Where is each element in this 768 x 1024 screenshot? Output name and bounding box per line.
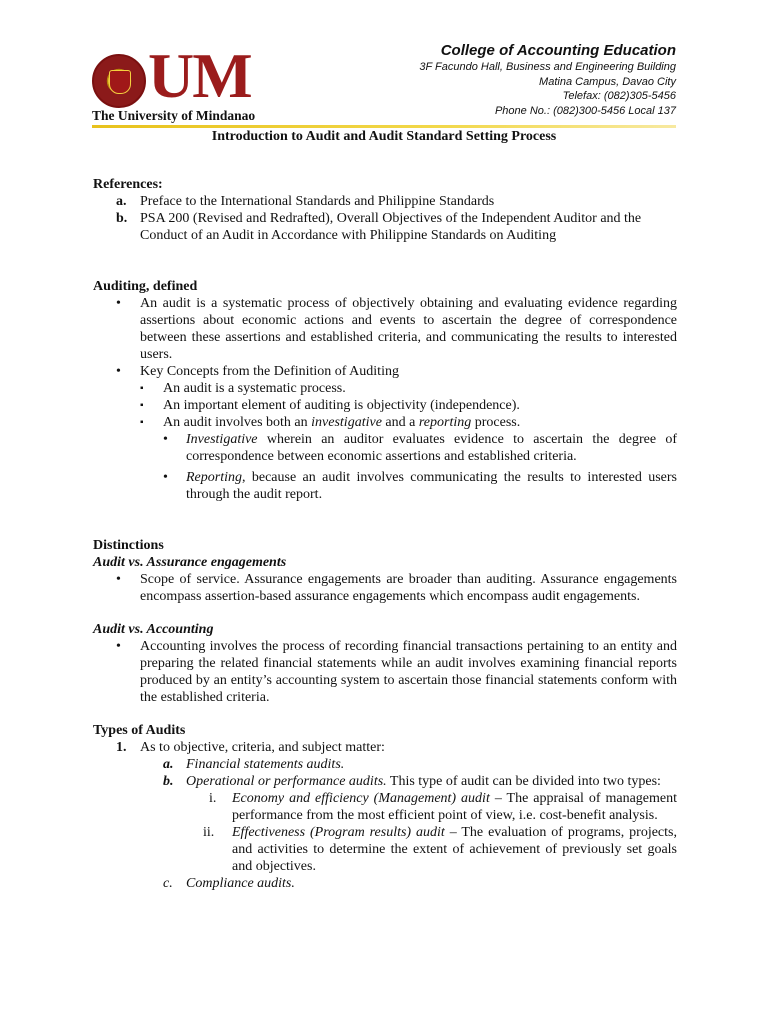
list-item-text: Compliance audits. bbox=[186, 876, 295, 891]
list-item-text: Operational or performance audits. bbox=[186, 774, 387, 789]
list-item-text: This type of audit can be divided into two types: bbox=[386, 774, 661, 789]
bullet-icon: • bbox=[116, 364, 121, 379]
list-item-text: – The appraisal of management performance from the most efficient point of view, i.e. cost-benefit analysis. bbox=[232, 791, 677, 823]
references-heading: References: bbox=[93, 177, 163, 192]
sub-list-item bbox=[93, 875, 677, 892]
list-marker: b. bbox=[163, 774, 174, 789]
sub-list-item bbox=[93, 414, 677, 431]
list-item bbox=[93, 295, 677, 363]
list-marker: b. bbox=[116, 211, 128, 226]
bullet-icon: • bbox=[116, 296, 121, 311]
list-marker: ii. bbox=[203, 825, 215, 840]
list-item bbox=[93, 571, 677, 605]
list-item-text: An audit is a systematic process. bbox=[163, 381, 346, 396]
address-line: Matina Campus, Davao City bbox=[539, 75, 676, 88]
list-item-text: Economy and efficiency (Management) audit bbox=[232, 791, 490, 806]
list-item-text: wherein an auditor evaluates evidence to ascertain the degree of correspondence between economic assertions and established criteria. bbox=[186, 432, 677, 464]
header-divider bbox=[92, 125, 676, 128]
list-item-text: and a bbox=[381, 415, 419, 430]
list-item-text: An important element of auditing is objectivity (independence). bbox=[163, 398, 520, 413]
list-item-text: Key Concepts from the Definition of Auditing bbox=[140, 364, 399, 379]
list-item-text: process. bbox=[471, 415, 521, 430]
sub-list-item bbox=[93, 397, 677, 414]
sub-sub-list-item bbox=[93, 790, 677, 824]
list-item-text: – The evaluation of programs, projects, and activities to determine the extent of achievement of previously set goals and objectives. bbox=[232, 825, 677, 874]
term-reporting: Reporting bbox=[186, 470, 242, 485]
list-marker: c. bbox=[163, 876, 173, 891]
logo-text: UM bbox=[148, 40, 251, 111]
college-name: College of Accounting Education bbox=[440, 42, 676, 59]
list-marker: a. bbox=[116, 194, 127, 209]
list-item bbox=[93, 638, 677, 706]
list-item-text: Scope of service. Assurance engagements are broader than auditing. Assurance engagements encompass assertion-based assurance engagements which encompass audit engagements. bbox=[140, 572, 677, 604]
sub-sub-list-item bbox=[93, 469, 677, 503]
document-title: Introduction to Audit and Audit Standard Setting Process bbox=[211, 129, 557, 144]
sub-sub-list-item bbox=[93, 824, 677, 875]
term-reporting: reporting bbox=[418, 415, 472, 430]
address-line: 3F Facundo Hall, Business and Engineering Building bbox=[419, 61, 676, 73]
list-marker: a. bbox=[163, 757, 174, 772]
sub-list-item bbox=[93, 756, 677, 773]
list-item-text: Accounting involves the process of recording financial transactions pertaining to an entity and preparing the related financial statements while an audit involves examining financial reports produced by an entity’s accounting system to ascertain those financial statements conform with the established criteria. bbox=[140, 639, 677, 705]
term-investigative: investigative bbox=[311, 415, 382, 430]
list-item-text: , because an audit involves communicating the results to interested users through the audit report. bbox=[186, 470, 677, 502]
bullet-icon: • bbox=[116, 639, 121, 654]
list-item-text: Effectiveness (Program results) audit bbox=[232, 825, 445, 840]
document-body bbox=[93, 176, 677, 892]
subheading: Audit vs. Assurance engagements bbox=[93, 555, 287, 570]
bullet-icon: • bbox=[163, 432, 168, 447]
sub-list-item bbox=[93, 773, 677, 790]
sub-sub-list-item bbox=[93, 431, 677, 465]
list-marker: i. bbox=[209, 791, 217, 806]
distinctions-heading: Distinctions bbox=[93, 538, 164, 553]
college-block bbox=[419, 42, 676, 118]
bullet-icon: • bbox=[116, 572, 121, 587]
address-line: Telefax: (082)305-5456 bbox=[562, 90, 676, 102]
list-item-text: An audit involves both an bbox=[163, 415, 312, 430]
list-item bbox=[93, 193, 677, 210]
list-item-text: Preface to the International Standards and Philippine Standards bbox=[140, 194, 495, 209]
university-logo bbox=[92, 40, 272, 123]
auditing-defined-heading: Auditing, defined bbox=[93, 279, 198, 294]
list-item-text: An audit is a systematic process of objectively obtaining and evaluating evidence regarding assertions about economic actions and events to ascertain the degree of correspondence between these assertions and established criteria, and communicating the results to interested users. bbox=[140, 296, 677, 362]
list-item-text: PSA 200 (Revised and Redrafted), Overall Objectives of the Independent Auditor and the Conduct of an Audit in Accordance with Philippine Standards on Auditing bbox=[140, 211, 642, 243]
list-item bbox=[93, 739, 677, 756]
university-seal-icon bbox=[92, 54, 146, 108]
list-item-text: Financial statements audits. bbox=[186, 757, 345, 772]
list-item bbox=[93, 363, 677, 380]
square-bullet-icon: ▪ bbox=[140, 383, 144, 394]
sub-list-item bbox=[93, 380, 677, 397]
subheading: Audit vs. Accounting bbox=[93, 622, 214, 637]
bullet-icon: • bbox=[163, 470, 168, 485]
square-bullet-icon: ▪ bbox=[140, 400, 144, 411]
list-item-text: As to objective, criteria, and subject matter: bbox=[140, 740, 385, 755]
address-line: Phone No.: (082)300-5456 Local 137 bbox=[494, 104, 676, 117]
university-name: The University of Mindanao bbox=[92, 108, 256, 123]
term-investigative: Investigative bbox=[186, 432, 258, 447]
types-heading: Types of Audits bbox=[93, 723, 186, 738]
list-marker: 1. bbox=[116, 740, 127, 755]
square-bullet-icon: ▪ bbox=[140, 417, 144, 428]
list-item bbox=[93, 210, 677, 244]
